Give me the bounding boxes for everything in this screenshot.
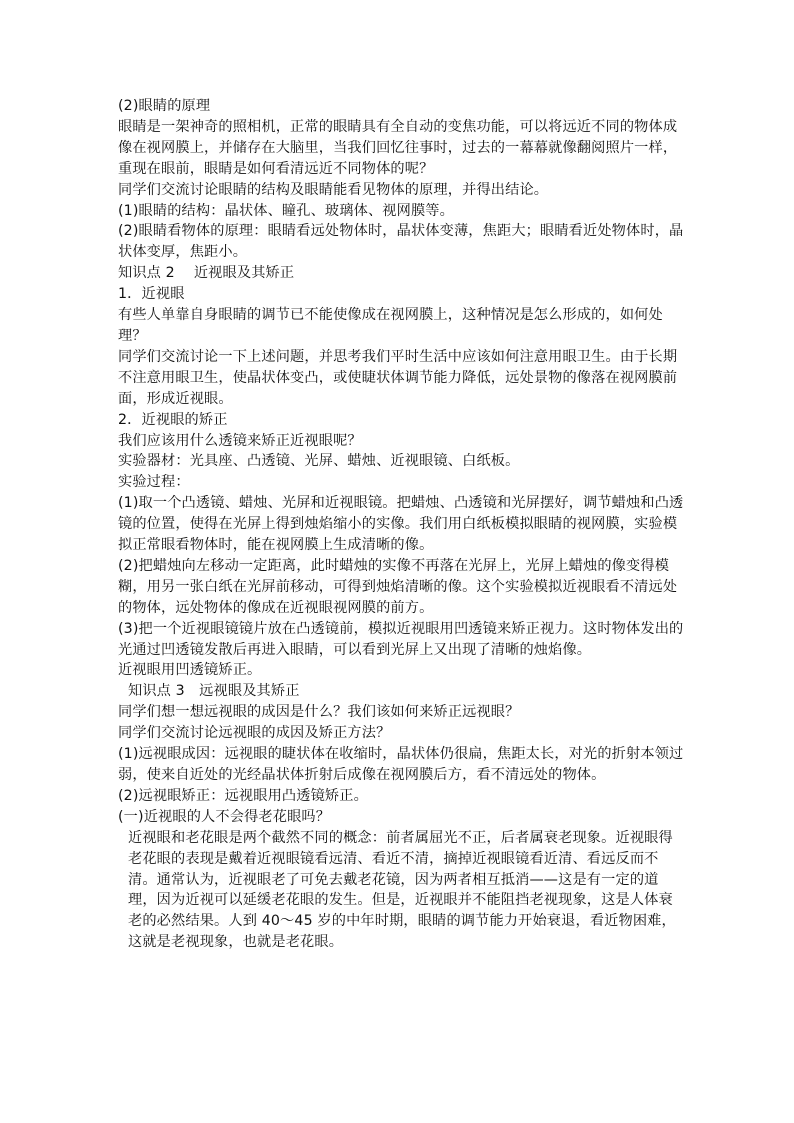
subheading-myopia-correction: 2．近视眼的矫正: [118, 411, 228, 428]
heading-knowledge-point-3: 知识点 3 远视眼及其矫正: [128, 683, 300, 700]
document-page: [118, 96, 684, 953]
step-2: (2)把蜡烛向左移动一定距离，此时蜡烛的实像不再落在光屏上，光屏上蜡烛的像变得模糊，用另一张白纸在光屏前移动，可得到烛焰清晰的像。这个实验模拟近视眼看不清远处的物体，远处物体的像成在近视眼视网膜的前方。: [118, 557, 678, 616]
paragraph-discussion-structure: 同学们交流讨论眼睛的结构及眼睛能看见物体的原理，并得出结论。: [118, 181, 549, 198]
paragraph-eye-camera: 眼睛是一架神奇的照相机，正常的眼睛具有全自动的变焦功能，可以将远近不同的物体成像在视网膜上，并储存在大脑里，当我们回忆往事时，过去的一幕幕就像翻阅照片一样，重现在眼前，眼睛是如何看清远近不同物体的呢？: [118, 118, 678, 177]
paragraph-equipment: 实验器材：光具座、凸透镜、光屏、蜡烛、近视眼镜、白纸板。: [118, 453, 520, 470]
paragraph-myopia-conclusion: 近视眼用凹透镜矫正。: [118, 662, 262, 679]
subheading-presbyopia-question: (一)近视眼的人不会得老花眼吗？: [118, 808, 331, 825]
paragraph-presbyopia: 近视眼和老花眼是两个截然不同的概念：前者属屈光不正，后者属衰老现象。近视眼得老花眼的表现是戴着近视眼镜看远清、看近不清，摘掉近视眼镜看近清、看远反而不清。通常认为，近视眼老了可免去戴老花镜，因为两者相互抵消——这是有一定的道理，因为近视可以延缓老花眼的发生。但是，近视眼并不能阻挡老视现象，这是人体衰老的必然结果。人到 40～45 岁的中年时期，眼睛的调节能力开始衰退，看近物困难，这就是老视现象，也就是老花眼。: [128, 829, 676, 951]
paragraph-lens-question: 我们应该用什么透镜来矫正近视眼呢？: [118, 432, 362, 449]
step-1: (1)取一个凸透镜、蜡烛、光屏和近视眼镜。把蜡烛、凸透镜和光屏摆好，调节蜡烛和凸透镜的位置，使得在光屏上得到烛焰缩小的实像。我们用白纸板模拟眼睛的视网膜，实验模拟正常眼看物体时，能在视网膜上生成清晰的像。: [118, 495, 684, 554]
step-3: (3)把一个近视眼镜镜片放在凸透镜前，模拟近视眼用凹透镜来矫正视力。这时物体发出的光通过凹透镜发散后再进入眼睛，可以看到光屏上又出现了清晰的烛焰像。: [118, 620, 684, 658]
paragraph-myopia-cause: 同学们交流讨论一下上述问题，并思考我们平时生活中应该如何注意用眼卫生。由于长期不注意用眼卫生，使晶状体变凸，或使睫状体调节能力降低，远处景物的像落在视网膜前面，形成近视眼。: [118, 348, 678, 407]
paragraph-myopia-question: 有些人单靠自身眼睛的调节已不能使像成在视网膜上，这种情况是怎么形成的，如何处理？: [118, 307, 663, 344]
paragraph-hyperopia-discussion: 同学们交流讨论远视眼的成因及矫正方法？: [118, 725, 391, 742]
item-hyperopia-correction: (2)远视眼矫正：远视眼用凸透镜矫正。: [118, 787, 368, 804]
heading-knowledge-point-2: 知识点 2 近视眼及其矫正: [118, 265, 295, 282]
item-hyperopia-cause: (1)远视眼成因：远视眼的睫状体在收缩时，晶状体仍很扁，焦距太长，对光的折射本领过弱，使来自近处的光经晶状体折射后成像在视网膜后方，看不清远处的物体。: [118, 746, 684, 783]
item-eye-principle: (2)眼睛看物体的原理：眼睛看远处物体时，晶状体变薄，焦距大；眼睛看近处物体时，晶状体变厚，焦距小。: [118, 223, 684, 261]
paragraph-hyperopia-question: 同学们想一想远视眼的成因是什么？我们该如何来矫正远视眼？: [118, 704, 520, 721]
item-eye-structure: (1)眼睛的结构：晶状体、瞳孔、玻璃体、视网膜等。: [118, 202, 454, 219]
subheading-eye-principle: (2)眼睛的原理: [118, 98, 211, 114]
paragraph-procedure-label: 实验过程：: [118, 474, 190, 491]
subheading-myopia: 1．近视眼: [118, 286, 185, 303]
